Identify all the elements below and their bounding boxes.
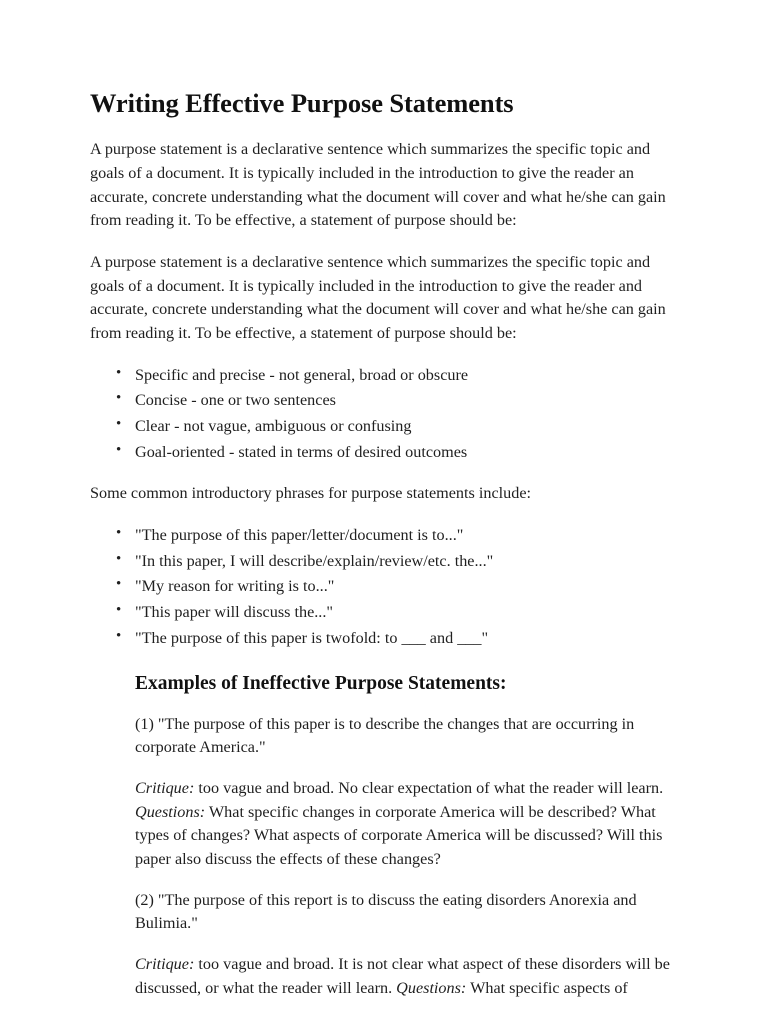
list-item: • Goal-oriented - stated in terms of desired outcomes bbox=[90, 441, 680, 465]
list-item: • "My reason for writing is to..." bbox=[90, 575, 680, 599]
questions-label: Questions: bbox=[135, 802, 206, 821]
critique-label: Critique: bbox=[135, 778, 195, 797]
document-content bbox=[90, 88, 680, 1017]
list-item: • Concise - one or two sentences bbox=[90, 389, 680, 413]
list-item: • "In this paper, I will describe/explain/review/etc. the..." bbox=[90, 550, 680, 574]
phrases-lead-in: Some common introductory phrases for purpose statements include: bbox=[90, 484, 532, 503]
list-item: • "The purpose of this paper/letter/document is to..." bbox=[90, 524, 680, 548]
criteria-list bbox=[90, 364, 680, 465]
examples-section bbox=[90, 672, 680, 1000]
intro-paragraph-1: A purpose statement is a declarative sentence which summarizes the specific topic and goals of a document. It is typically included in the introduction to give the reader an accurate, concrete understanding what the document will cover and what he/she can gain from reading it. To be effective, a statement of purpose should be: bbox=[90, 140, 666, 230]
critique-label: Critique: bbox=[135, 954, 195, 973]
example-critique-1 bbox=[135, 777, 680, 872]
intro-paragraph-2: A purpose statement is a declarative sentence which summarizes the specific topic and goals of a document. It is typically included in the introduction to give the reader and accurate, concrete understanding what the document will cover and what he/she can gain from reading it. To be effective, a statement of purpose should be: bbox=[90, 253, 666, 343]
list-item: • "This paper will discuss the..." bbox=[90, 601, 680, 625]
questions-label: Questions: bbox=[396, 978, 467, 997]
critique-text: too vague and broad. No clear expectation of what the reader will learn. bbox=[194, 778, 664, 797]
example-statement-1: (1) "The purpose of this paper is to describe the changes that are occurring in corporate America." bbox=[135, 714, 635, 757]
examples-heading: Examples of Ineffective Purpose Statements: bbox=[135, 673, 507, 695]
phrase-list bbox=[90, 524, 680, 650]
list-item: • "The purpose of this paper is twofold: to ___ and ___" bbox=[90, 627, 680, 651]
questions-text: What specific aspects of bbox=[466, 978, 628, 997]
critique-text: too vague and broad. It is not clear what aspect of these disorders will be discussed, or what the reader will learn. bbox=[135, 954, 670, 997]
questions-text: What specific changes in corporate America will be described? What types of changes? What aspects of corporate America will be discussed? Will this paper also discuss the effects of these changes? bbox=[135, 802, 663, 868]
example-statement-2: (2) "The purpose of this report is to discuss the eating disorders Anorexia and Bulimia." bbox=[135, 890, 637, 933]
page-title: Writing Effective Purpose Statements bbox=[90, 88, 514, 118]
list-item: • Specific and precise - not general, broad or obscure bbox=[90, 364, 680, 388]
example-critique-2 bbox=[135, 953, 680, 1000]
list-item: • Clear - not vague, ambiguous or confusing bbox=[90, 415, 680, 439]
